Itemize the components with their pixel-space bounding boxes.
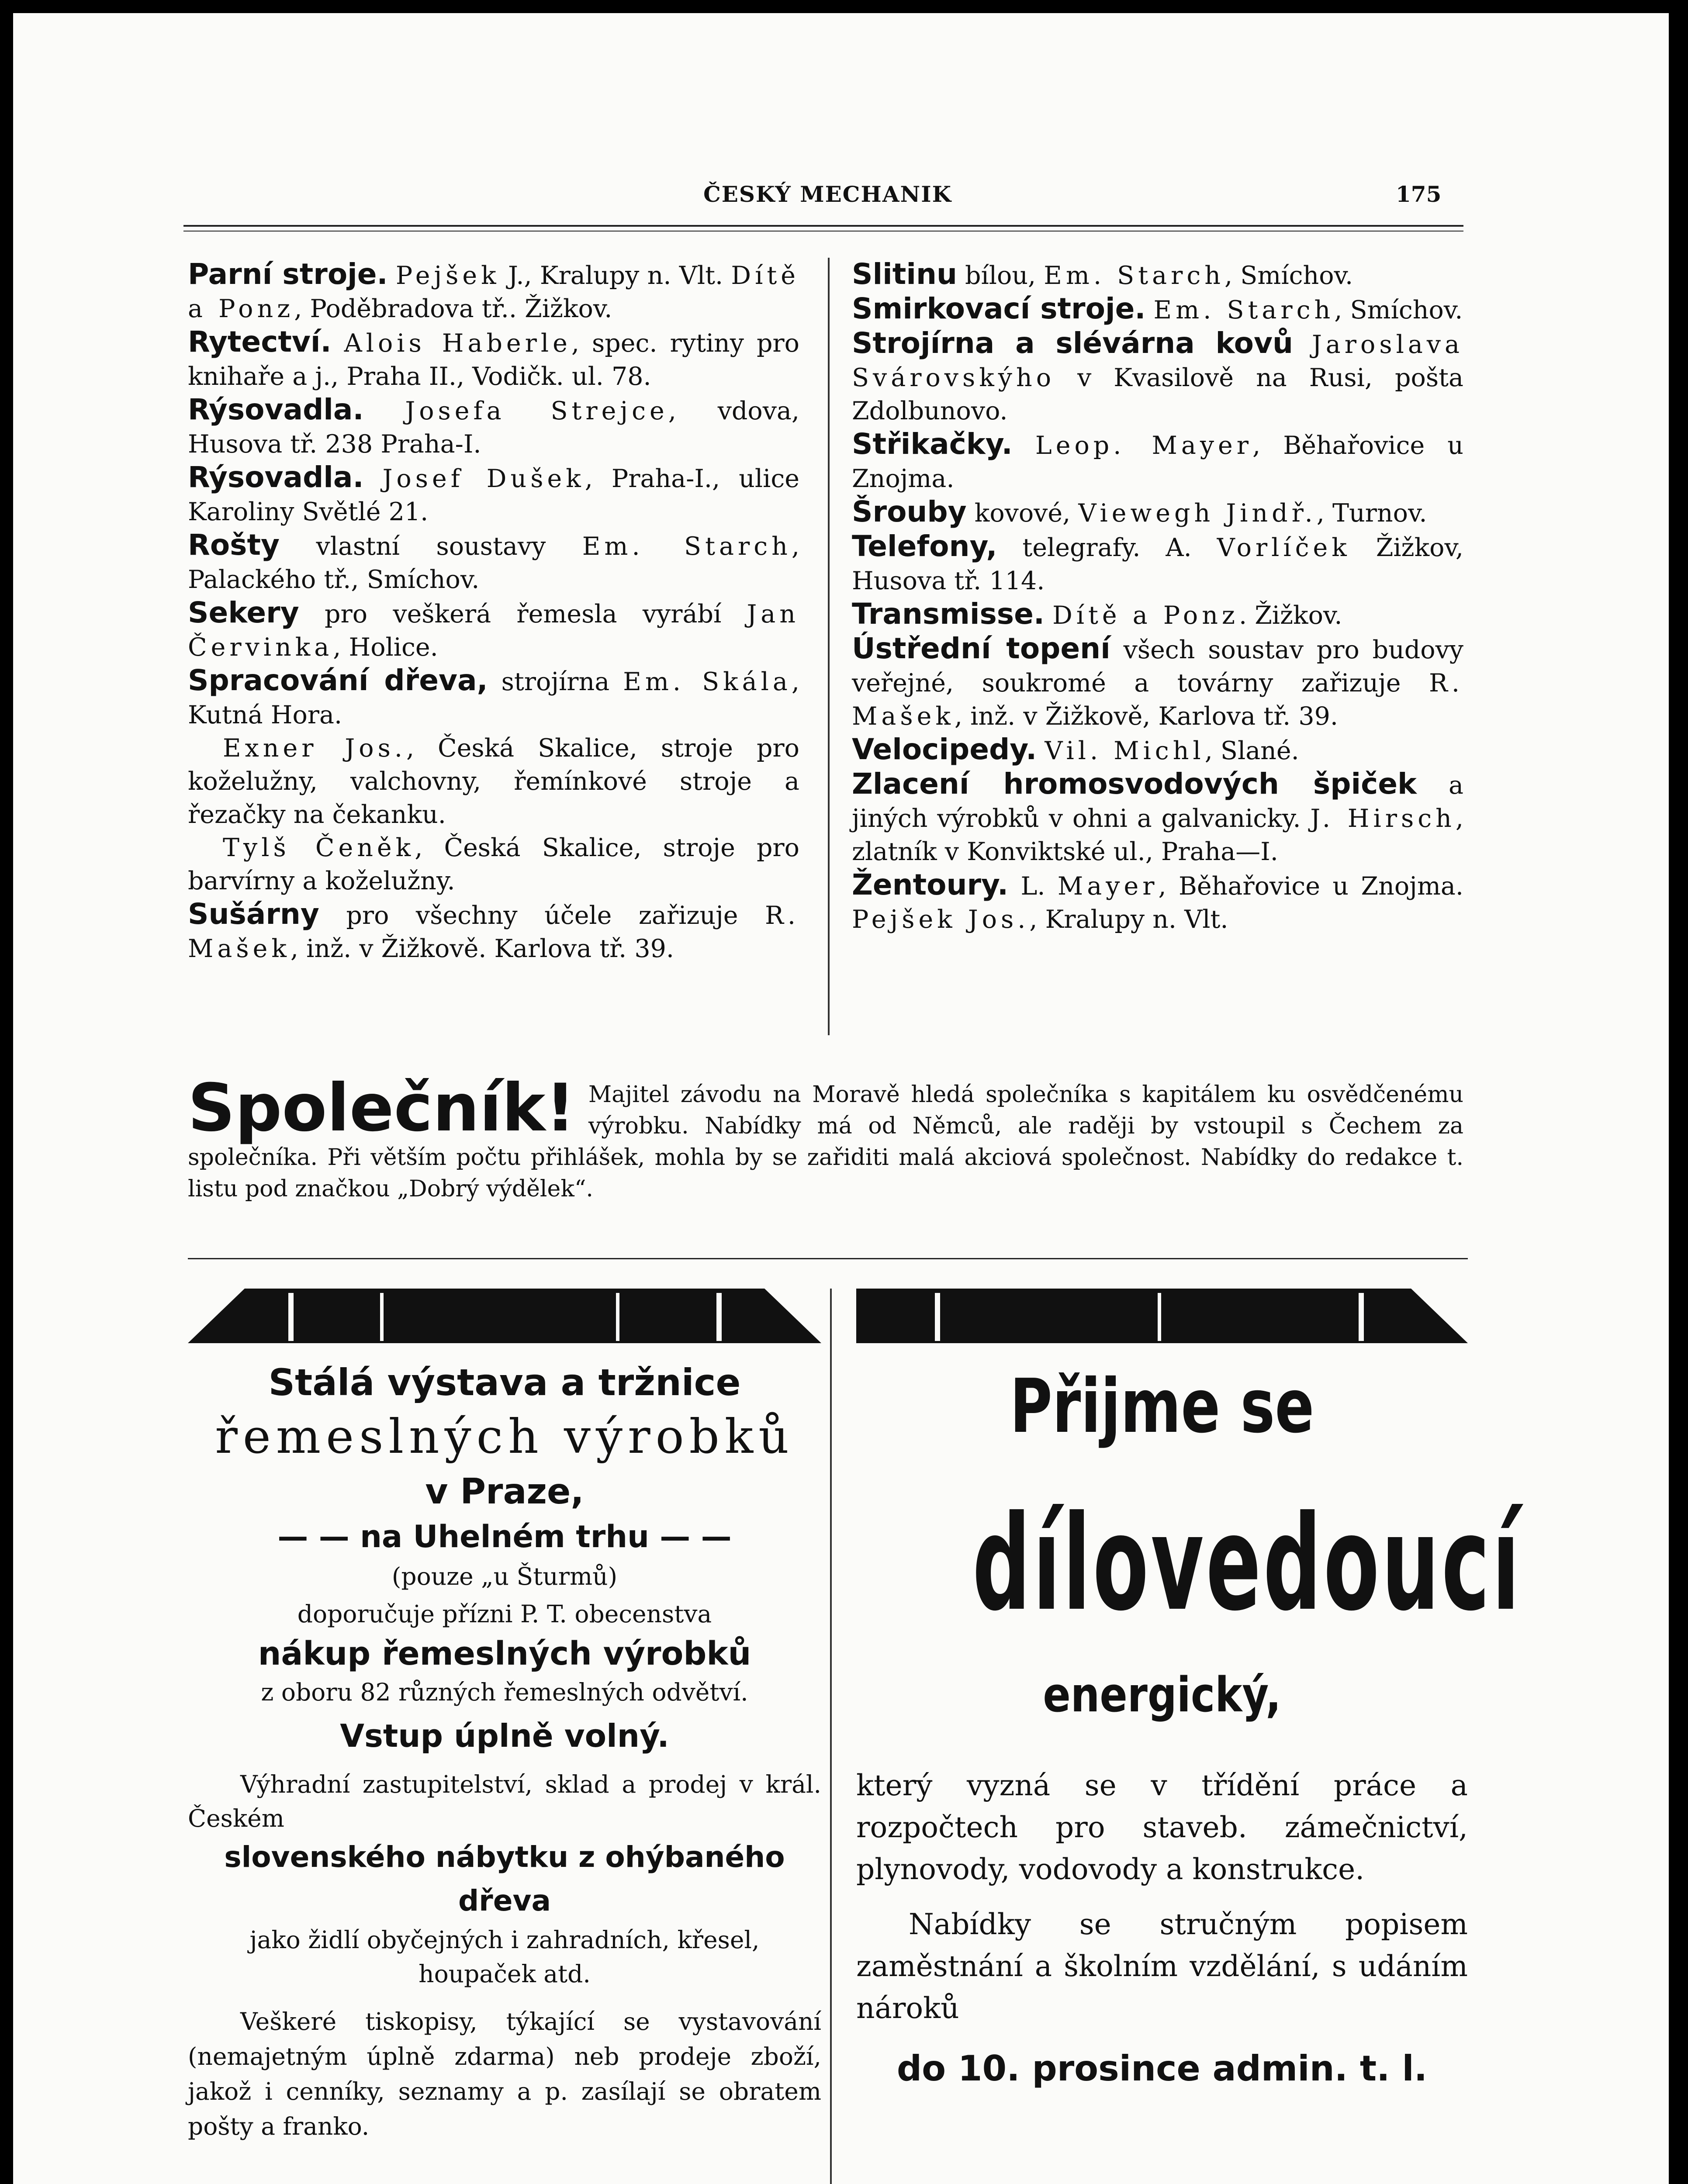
ad-left-recommend: doporučuje přízni P. T. obecenstva	[297, 1600, 712, 1628]
directory-entry	[852, 428, 1463, 495]
entry-text: , vdova, Husova tř. 238 Praha-I.	[188, 397, 799, 459]
ad-right-description: který vyzná se v třídění práce a rozpočtech pro staveb. zámečnictví, plynovody, vodovody a konstrukce.	[856, 1769, 1468, 1886]
ad-right-position: dílovedoucí	[972, 1487, 1522, 1640]
ad-left-prints: Veškeré tiskopisy, týkající se vystavování (nemajetným úplně zdarma) neb prodeje zboží, jakož i cenníky, seznamy a p. zasílají se obratem pošty a franko.	[188, 2008, 821, 2140]
page-number: 175	[1396, 181, 1442, 207]
entry-text: , Praha-I., ulice Karoliny Světlé 21.	[188, 464, 799, 526]
entry-text	[1013, 431, 1035, 460]
entry-text	[1045, 601, 1052, 630]
entry-name: R. Mašek	[852, 669, 1463, 731]
entry-name: Vorlíček	[1217, 533, 1351, 562]
directory-entry	[852, 733, 1463, 767]
entry-text: , Kralupy n. Vlt.	[1029, 905, 1228, 934]
directory-entry	[188, 258, 799, 325]
entry-keyword: Transmisse.	[852, 597, 1045, 631]
entry-text	[1293, 330, 1312, 359]
entry-name: Viewegh Jindř.	[1078, 499, 1317, 528]
ad-left-entry: Vstup úplně volný.	[340, 1717, 669, 1754]
entry-text: , Kutná Hora.	[188, 667, 799, 729]
ad-left-chairs: jako židlí obyčejných i zahradních, křesel, houpaček atd.	[249, 1926, 760, 1988]
entry-keyword: Sušárny	[188, 897, 319, 931]
header-rule	[183, 225, 1463, 227]
entry-text: , Česká Skalice, stroje pro koželužny, valchovny, řemínkové stroje a řezačky na čekanku.	[188, 734, 800, 829]
ad-left-subheading: řemeslných výrobků	[215, 1410, 794, 1464]
entry-text: J., Kralupy n. Vlt.	[500, 261, 731, 290]
entry-keyword: Rýsovadla.	[188, 460, 364, 494]
entry-keyword: Strojírna a slévárna kovů	[852, 326, 1293, 360]
spolecnik-ad	[188, 1070, 1463, 1205]
directory-entry	[188, 393, 799, 461]
ad-left-heading: Stálá výstava a tržnice	[268, 1361, 741, 1404]
entry-keyword: Rošty	[188, 528, 280, 562]
entry-name: Jan Červinka	[188, 600, 799, 662]
entry-text	[364, 464, 383, 493]
entry-keyword: Parní stroje.	[188, 257, 388, 291]
entry-text: , inž. v Žižkově, Karlova tř. 39.	[954, 702, 1338, 731]
entry-name: Dítě a Ponz	[188, 261, 799, 323]
ad-right-energetic: energický,	[1043, 1667, 1281, 1723]
entry-keyword: Žentoury.	[852, 868, 1009, 902]
entry-keyword: Rytectví.	[188, 325, 332, 359]
directory-entry	[188, 461, 799, 529]
entry-keyword: Slitinu	[852, 257, 957, 291]
entry-text	[388, 261, 396, 290]
left-column-directory	[188, 258, 799, 965]
ad-right-offers: Nabídky se stručným popisem zaměstnání a školním vzdělání, s udáním nároků	[856, 1908, 1468, 2025]
entry-name: Mayer	[1057, 872, 1159, 901]
directory-entry	[188, 596, 799, 664]
entry-text	[364, 397, 405, 425]
entry-text: , zlatník v Konviktské ul., Praha—I.	[852, 804, 1464, 866]
entry-text: pro všechny účele zařizuje	[319, 901, 765, 930]
entry-text: L.	[1008, 872, 1058, 901]
entry-keyword: Smirkovací stroje.	[852, 292, 1146, 325]
entry-keyword: Rýsovadla.	[188, 393, 364, 426]
entry-name: Tylš Čeněk	[223, 833, 415, 862]
directory-entry	[188, 325, 799, 393]
entry-keyword: Střikačky.	[852, 427, 1013, 461]
entry-name: Vil. Michl	[1045, 736, 1205, 765]
ad-left-location: v Praze,	[425, 1471, 584, 1512]
ad-left-representation: Výhradní zastupitelství, sklad a prodej v král. Českém	[188, 1770, 821, 1832]
entry-keyword: Ústřední topení	[852, 632, 1110, 665]
entry-name: Jaroslava Svárovskýho	[852, 330, 1463, 392]
entry-keyword: Šrouby	[852, 495, 967, 529]
entry-text: . Žižkov.	[1238, 601, 1342, 630]
entry-text: , Běhařovice u Znojma.	[1158, 872, 1463, 901]
entry-keyword: Sekery	[188, 596, 299, 629]
entry-text: bílou,	[957, 261, 1044, 290]
scanned-page	[13, 13, 1669, 2184]
directory-entry	[188, 898, 799, 965]
directory-entry	[852, 292, 1463, 327]
directory-entry	[852, 767, 1463, 868]
entry-name: Leop. Mayer	[1035, 431, 1252, 460]
entry-text: , Běhařovice u Znojma.	[852, 431, 1463, 493]
entry-name: Em. Skála	[623, 667, 792, 696]
running-header-title: ČESKÝ MECHANIK	[703, 181, 952, 207]
entry-text: Žižkov, Husova tř. 114.	[852, 533, 1463, 595]
entry-text: , Palackého tř., Smíchov.	[188, 532, 799, 594]
entry-name: Dítě a Ponz	[1052, 601, 1239, 630]
ads-divider	[830, 1289, 832, 2184]
entry-text: , Poděbradova tř.. Žižkov.	[294, 294, 612, 323]
directory-entry	[188, 732, 799, 831]
ad-left-furniture: slovenského nábytku z ohýbaného dřeva	[224, 1840, 785, 1918]
directory-entry	[852, 632, 1463, 733]
right-column-directory	[852, 258, 1463, 936]
entry-keyword: Zlacení hromosvodových špiček	[852, 767, 1417, 801]
column-divider	[828, 258, 830, 1035]
entry-name: Em. Starch	[1044, 261, 1224, 290]
entry-text	[1145, 296, 1153, 325]
ad-left-purchase: nákup řemeslných výrobků	[258, 1635, 751, 1673]
header-rule-thin	[183, 231, 1463, 232]
ad-right-heading: Přijme se	[1010, 1363, 1314, 1450]
entry-text: , inž. v Žižkově. Karlova tř. 39.	[290, 934, 674, 963]
left-advertisement	[188, 1358, 821, 2144]
ad-left-note: (pouze „u Šturmů)	[391, 1562, 618, 1590]
entry-name: Exner Jos.	[223, 734, 406, 763]
directory-entry	[852, 495, 1463, 530]
entry-text: , spec. rytiny pro knihaře a j., Praha II., Vodičk. ul. 78.	[188, 329, 799, 391]
ad-right-deadline: do 10. prosince admin. t. l.	[896, 2048, 1428, 2089]
directory-entry	[188, 664, 799, 732]
entry-keyword: Spracování dřeva,	[188, 663, 488, 697]
directory-entry	[852, 327, 1463, 428]
entry-text	[1037, 736, 1045, 765]
right-ad-top-banner	[856, 1289, 1468, 1345]
section-rule	[188, 1258, 1468, 1259]
directory-entry	[852, 258, 1463, 292]
entry-text: a jiných výrobků v ohni a galvanicky.	[852, 771, 1463, 833]
entry-text: , Česká Skalice, stroje pro barvírny a koželužny.	[188, 833, 799, 895]
entry-text: kovové,	[966, 499, 1079, 528]
entry-text: , Smíchov.	[1224, 261, 1353, 290]
entry-text: , Holice.	[333, 633, 438, 662]
entry-name: Josef Dušek	[382, 464, 585, 493]
entry-name: Em. Starch	[1153, 296, 1335, 325]
entry-text: všech soustav pro budovy veřejné, soukromé a továrny zařizuje	[852, 636, 1464, 698]
entry-text	[332, 329, 344, 358]
entry-text: pro veškerá řemesla vyrábí	[299, 600, 747, 629]
directory-entry	[188, 831, 799, 898]
ad-left-address: — — na Uhelném trhu — —	[277, 1519, 732, 1555]
directory-entry	[852, 530, 1463, 598]
entry-text: strojírna	[488, 667, 623, 696]
entry-text: , Turnov.	[1316, 499, 1427, 528]
entry-keyword: Velocipedy.	[852, 733, 1037, 766]
entry-text: vlastní soustavy	[280, 532, 582, 561]
entry-name: J. Hirsch	[1310, 804, 1456, 833]
entry-name: Alois Haberle	[344, 329, 571, 358]
spolecnik-text: Majitel závodu na Moravě hledá společníka s kapitálem ku osvědčenému výrobku. Nabídky má od Němců, ale raději by vstoupil s Čechem za společníka. Při větším počtu přihlášek, mohla by se zařiditi malá akciová společnost. Nabídky do redakce t. listu pod značkou „Dobrý výdělek“.	[188, 1082, 1463, 1202]
ad-left-branches: z oboru 82 různých řemeslných odvětví.	[261, 1678, 748, 1706]
entry-name: Em. Starch	[582, 532, 792, 561]
entry-text: v Kvasilově na Rusi, pošta Zdolbunovo.	[852, 363, 1463, 425]
entry-name: R. Mašek	[188, 901, 799, 963]
directory-entry	[188, 529, 799, 596]
right-advertisement	[856, 1358, 1522, 2099]
entry-name: Pejšek	[395, 261, 500, 290]
directory-entry	[852, 598, 1463, 632]
entry-text: , Slané.	[1204, 736, 1299, 765]
entry-name: Josefa Strejce	[405, 397, 668, 425]
entry-keyword: Telefony,	[852, 529, 997, 563]
directory-entry	[852, 868, 1463, 936]
entry-text: , Smíchov.	[1334, 296, 1463, 325]
entry-text: telegrafy. A.	[997, 533, 1217, 562]
spolecnik-heading: Společník!	[188, 1070, 575, 1146]
entry-name: Pejšek Jos.	[852, 905, 1030, 934]
left-ad-top-banner	[188, 1289, 821, 1345]
